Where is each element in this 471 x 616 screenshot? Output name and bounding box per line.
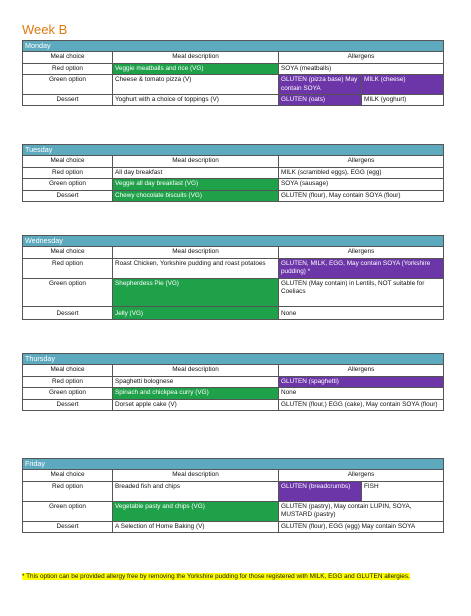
- meal-choice: Red option: [23, 63, 113, 74]
- meal-description: Shepherdess Pie (VG): [113, 278, 279, 306]
- footnote: [22, 571, 443, 582]
- meal-description: A Selection of Home Baking (V): [113, 521, 279, 532]
- meal-description: Dorset apple cake (V): [113, 399, 279, 410]
- allergens-secondary: MILK (yoghurt): [362, 95, 444, 106]
- table-row: [23, 167, 444, 178]
- allergens: SOYA (sausage): [279, 179, 444, 190]
- table-row: [23, 258, 444, 278]
- table-row: [23, 388, 444, 399]
- meal-choice: Dessert: [23, 306, 113, 319]
- meal-description: Spaghetti bolognese: [113, 376, 279, 387]
- meal-choice: Red option: [23, 167, 113, 178]
- meal-choice: Red option: [23, 376, 113, 387]
- day-header: Tuesday: [23, 145, 444, 156]
- header-meal-choice: Meal choice: [23, 365, 113, 376]
- table-row: [23, 376, 444, 387]
- header-meal-choice: Meal choice: [23, 470, 113, 481]
- allergens: SOYA (meatballs): [279, 63, 444, 74]
- allergens: GLUTEN (May contain) in Lentils, NOT suitable for Coeliacs: [279, 278, 444, 306]
- header-meal-choice: Meal choice: [23, 156, 113, 167]
- meal-choice: Green option: [23, 278, 113, 306]
- header-meal-description: Meal description: [113, 470, 279, 481]
- meal-description: Veggie meatballs and rice (VG): [113, 63, 279, 74]
- meal-description: Veggie all day breakfast (VG): [113, 179, 279, 190]
- table-row: [23, 75, 444, 95]
- meal-choice: Dessert: [23, 521, 113, 532]
- day-table-thursday: [22, 353, 444, 411]
- meal-description: Jelly (VG): [113, 306, 279, 319]
- allergens-secondary: MILK (cheese): [362, 75, 444, 95]
- meal-description: Spinach and chickpea curry (VG): [113, 388, 279, 399]
- day-header: Wednesday: [23, 236, 444, 247]
- header-meal-description: Meal description: [113, 365, 279, 376]
- meal-choice: Dessert: [23, 399, 113, 410]
- allergens: GLUTEN (flour), EGG (egg) May contain SOYA: [279, 521, 444, 532]
- header-allergens: Allergens: [279, 470, 444, 481]
- footnote-text: * This option can be provided allergy free by removing the Yorkshire pudding for those registered with MILK, EGG and GLUTEN allergies.: [22, 573, 410, 580]
- page-title: Week B: [22, 22, 68, 37]
- allergens: GLUTEN (pastry), May contain LUPIN, SOYA, MUSTARD (pastry): [279, 501, 444, 521]
- header-allergens: Allergens: [279, 247, 444, 258]
- day-table-wednesday: [22, 235, 444, 320]
- allergens: GLUTEN, MILK, EGG, May contain SOYA (Yorkshire pudding) *: [279, 258, 444, 278]
- meal-description: Chewy chocolate biscuits (VG): [113, 190, 279, 201]
- meal-choice: Green option: [23, 501, 113, 521]
- meal-choice: Green option: [23, 179, 113, 190]
- table-row: [23, 95, 444, 106]
- allergens: GLUTEN (flour,) EGG (cake), May contain SOYA (flour): [279, 399, 444, 410]
- day-table-friday: [22, 458, 444, 533]
- allergens-secondary: FISH: [362, 481, 444, 501]
- table-row: [23, 501, 444, 521]
- allergens: GLUTEN (oats): [279, 95, 362, 106]
- table-row: [23, 278, 444, 306]
- meal-description: Vegetable pasty and chips (VG): [113, 501, 279, 521]
- allergens: GLUTEN (breadcrumbs): [279, 481, 362, 501]
- day-table-monday: [22, 40, 444, 106]
- header-allergens: Allergens: [279, 52, 444, 63]
- day-table-tuesday: [22, 144, 444, 202]
- header-meal-description: Meal description: [113, 156, 279, 167]
- allergens: MILK (scrambled eggs), EGG (egg): [279, 167, 444, 178]
- table-row: [23, 306, 444, 319]
- meal-choice: Dessert: [23, 95, 113, 106]
- day-header: Thursday: [23, 354, 444, 365]
- meal-choice: Red option: [23, 481, 113, 501]
- header-allergens: Allergens: [279, 156, 444, 167]
- meal-description: Cheese & tomato pizza (V): [113, 75, 279, 95]
- meal-choice: Dessert: [23, 190, 113, 201]
- meal-description: Breaded fish and chips: [113, 481, 279, 501]
- table-row: [23, 179, 444, 190]
- table-row: [23, 481, 444, 501]
- header-allergens: Allergens: [279, 365, 444, 376]
- header-meal-description: Meal description: [113, 52, 279, 63]
- allergens: None: [279, 388, 444, 399]
- day-header: Friday: [23, 459, 444, 470]
- meal-description: Yoghurt with a choice of toppings (V): [113, 95, 279, 106]
- meal-description: Roast Chicken, Yorkshire pudding and roast potatoes: [113, 258, 279, 278]
- header-meal-choice: Meal choice: [23, 52, 113, 63]
- header-meal-description: Meal description: [113, 247, 279, 258]
- meal-description: All day breakfast: [113, 167, 279, 178]
- day-header: Monday: [23, 41, 444, 52]
- table-row: [23, 399, 444, 410]
- header-meal-choice: Meal choice: [23, 247, 113, 258]
- allergens: GLUTEN (spaghetti): [279, 376, 444, 387]
- table-row: [23, 521, 444, 532]
- meal-choice: Green option: [23, 388, 113, 399]
- table-row: [23, 190, 444, 201]
- allergens: None: [279, 306, 444, 319]
- table-row: [23, 63, 444, 74]
- allergens: GLUTEN (pizza base) May contain SOYA: [279, 75, 362, 95]
- meal-choice: Red option: [23, 258, 113, 278]
- meal-choice: Green option: [23, 75, 113, 95]
- allergens: GLUTEN (flour), May contain SOYA (flour): [279, 190, 444, 201]
